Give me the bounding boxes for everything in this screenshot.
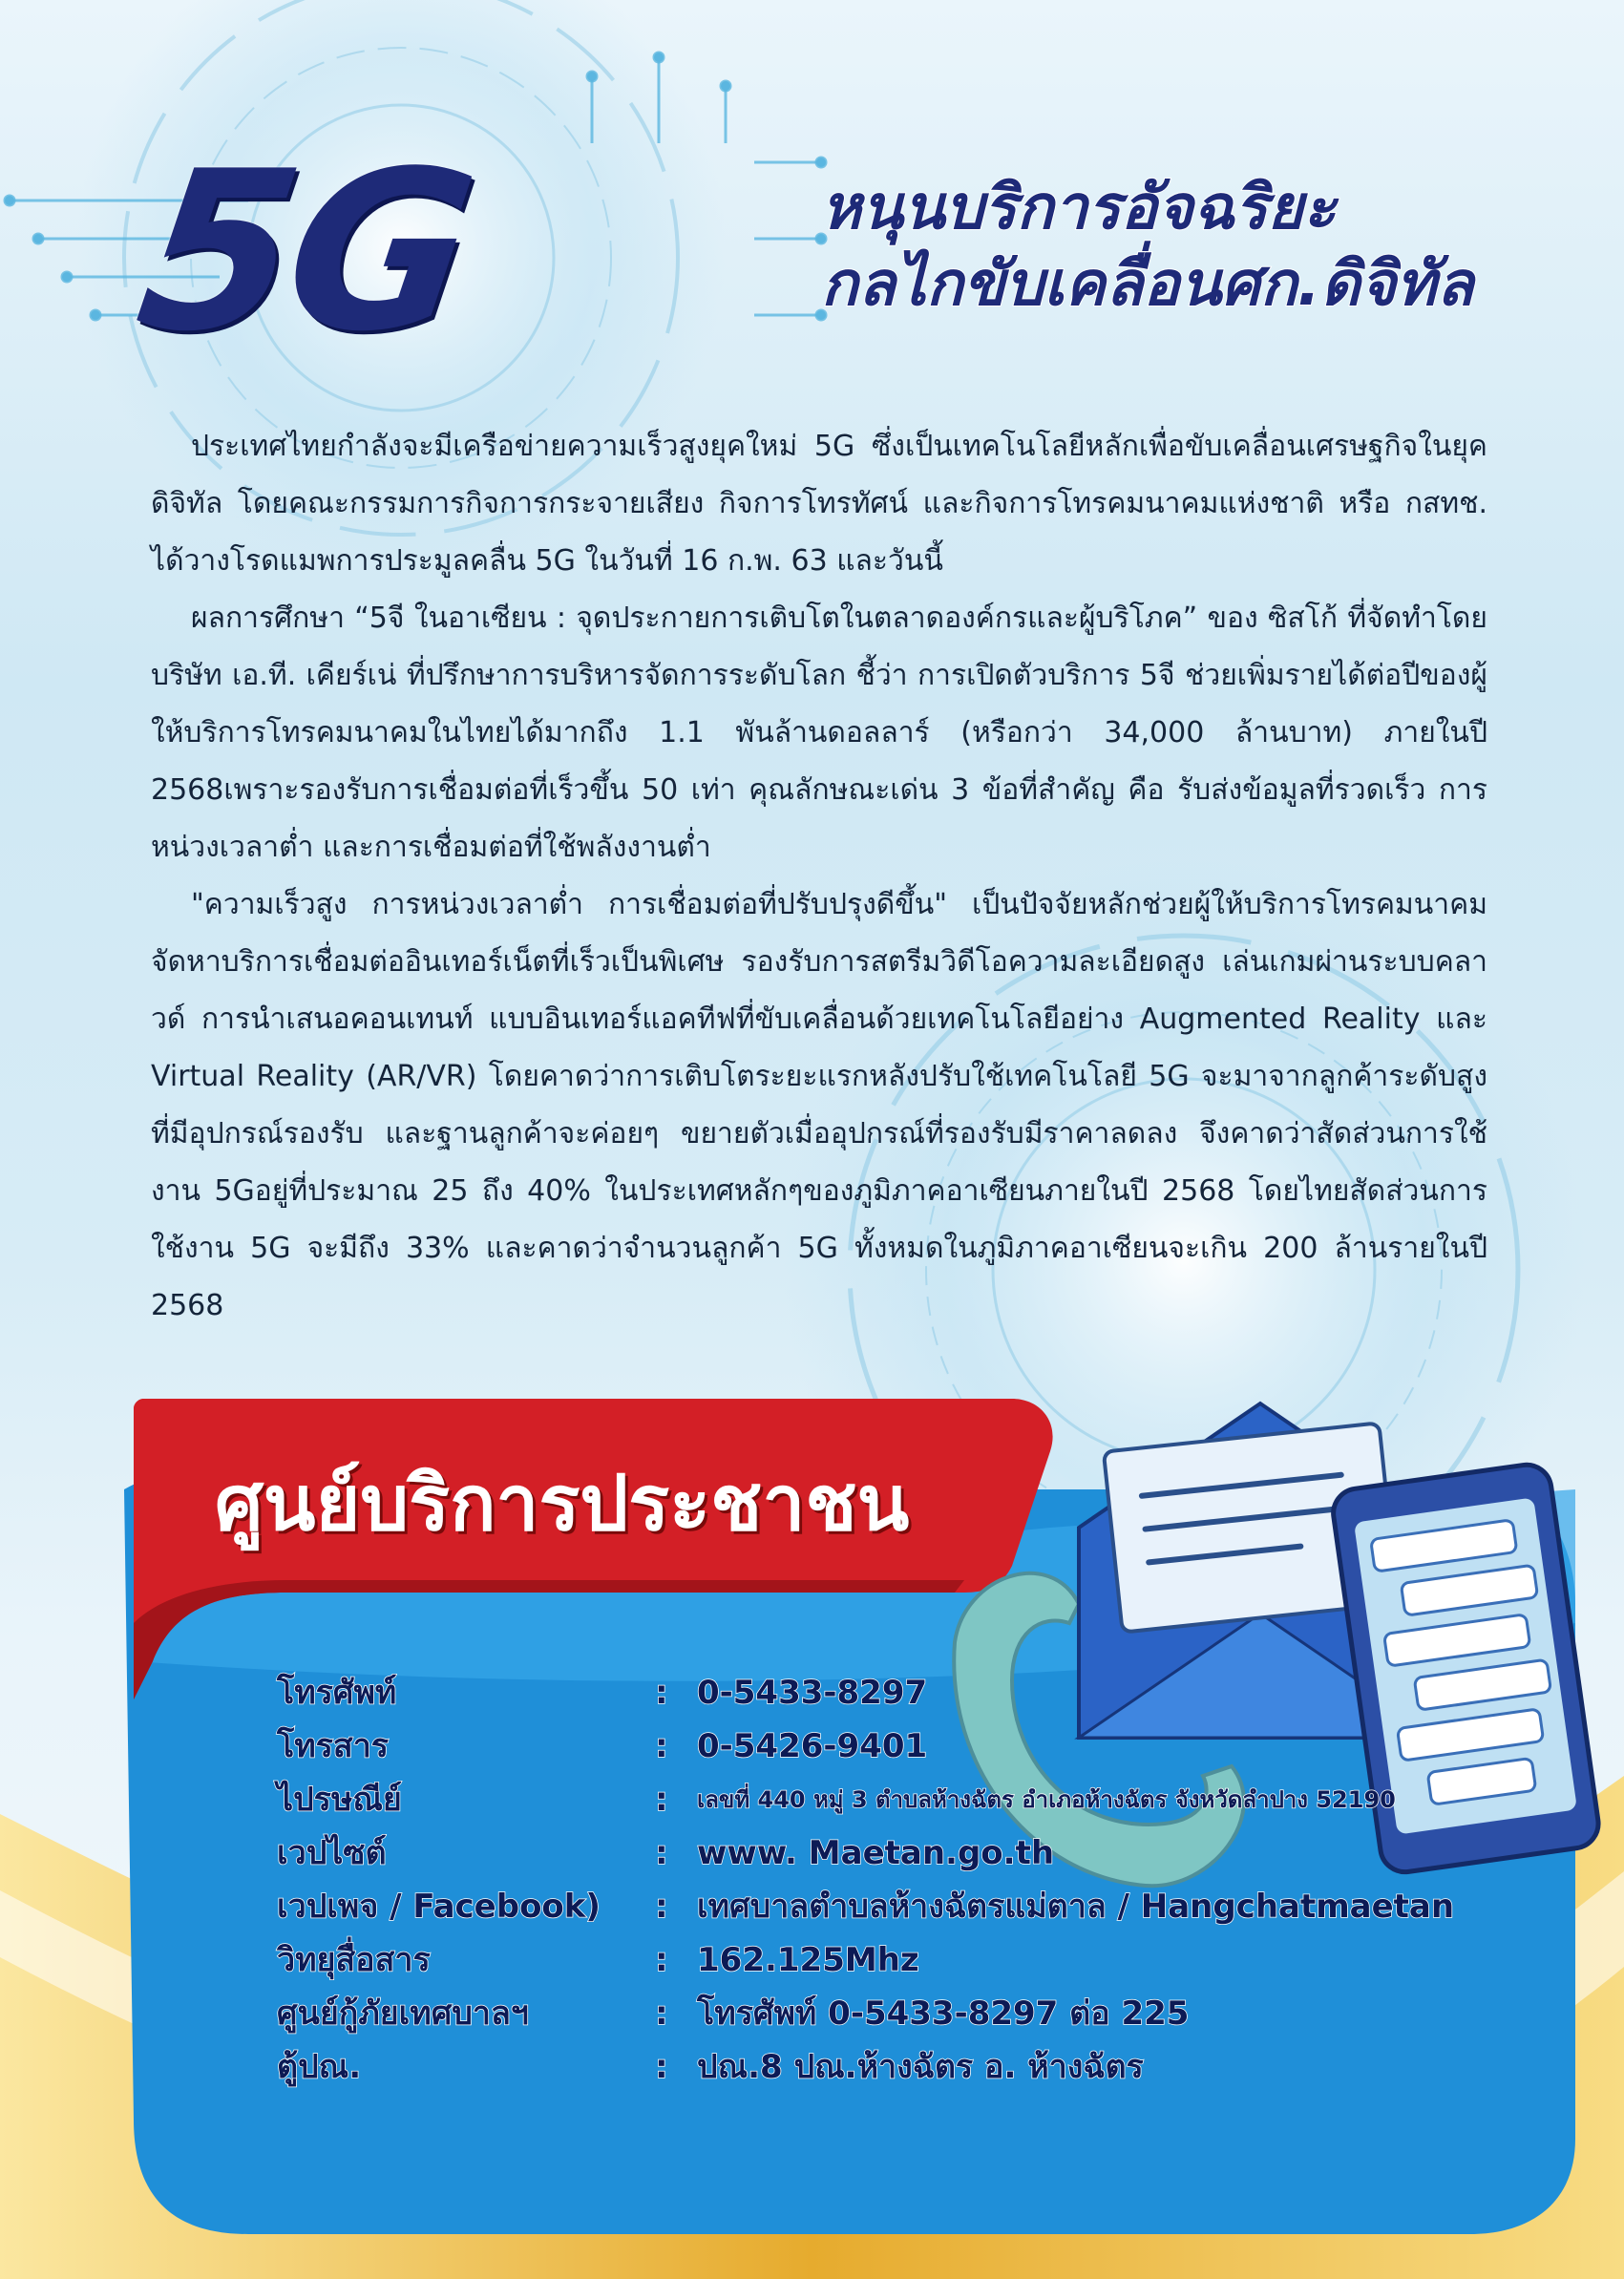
service-center-title: ศูนย์บริการประชาชน bbox=[215, 1459, 910, 1548]
contact-row-post bbox=[277, 1773, 1518, 1826]
contact-value: ปณ.8 ปณ.ห้างฉัตร อ. ห้างฉัตร bbox=[697, 2048, 1144, 2086]
contact-row-fax bbox=[277, 1720, 1518, 1773]
contact-row-radio bbox=[277, 1933, 1518, 1987]
contact-colon: : bbox=[655, 2048, 668, 2086]
contact-value: โทรศัพท์ 0-5433-8297 ต่อ 225 bbox=[697, 1994, 1190, 2033]
contact-colon: : bbox=[655, 1727, 668, 1765]
contact-colon: : bbox=[655, 1941, 668, 1979]
contact-label: ตู้ปณ. bbox=[277, 2048, 362, 2086]
contact-label: เวปเพจ / Facebook) bbox=[277, 1888, 601, 1926]
contact-row-website bbox=[277, 1826, 1518, 1880]
contact-label: โทรสาร bbox=[277, 1727, 390, 1765]
contact-value: เลขที่ 440 หมู่ 3 ตำบลห้างฉัตร อำเภอห้างฉัตร จังหวัดลำปาง 52190 bbox=[697, 1786, 1396, 1813]
contact-colon: : bbox=[655, 1994, 668, 2033]
contact-label: ศูนย์กู้ภัยเทศบาลฯ bbox=[277, 1994, 529, 2033]
contact-colon: : bbox=[655, 1834, 668, 1872]
contact-row-pobox bbox=[277, 2040, 1518, 2094]
contact-colon: : bbox=[655, 1781, 668, 1819]
contact-value: 0-5433-8297 bbox=[697, 1674, 928, 1712]
contact-value: 162.125Mhz bbox=[697, 1941, 919, 1979]
contact-label: โทรศัพท์ bbox=[277, 1674, 397, 1712]
article-paragraph-3: "ความเร็วสูง การหน่วงเวลาต่ำ การเชื่อมต่อที่ปรับปรุงดีขึ้น" เป็นปัจจัยหลักช่วยผู้ให้บริการโทรคมนาคมจัดหาบริการเชื่อมต่ออินเทอร์เน็ตที่เร็วเป็นพิเศษ รองรับการสตรีมวิดีโอความละเอียดสูง เล่นเกมผ่านระบบคลาวด์ การนำเสนอคอนเทนท์ แบบอินเทอร์แอคทีฟที่ขับเคลื่อนด้วยเทคโนโลยีอย่าง Augmented Reality และ Virtual Reality (AR/VR) โดยคาดว่าการเติบโตระยะแรกหลังปรับใช้เทคโนโลยี 5G จะมาจากลูกค้าระดับสูงที่มีอุปกรณ์รองรับ และฐานลูกค้าจะค่อยๆ ขยายตัวเมื่ออุปกรณ์ที่รองรับมีราคาลดลง จึงคาดว่าสัดส่วนการใช้งาน 5Gอยู่ที่ประมาณ 25 ถึง 40% ในประเทศหลักๆของภูมิภาคอาเซียนภายในปี 2568 โดยไทยสัดส่วนการใช้งาน 5G จะมีถึง 33% และคาดว่าจำนวนลูกค้า 5G ทั้งหมดในภูมิภาคอาเซียนจะเกิน 200 ล้านรายในปี 2568 bbox=[151, 888, 1487, 1322]
contact-value: เทศบาลตำบลห้างฉัตรแม่ตาล / Hangchatmaetan bbox=[697, 1888, 1455, 1926]
article-body bbox=[151, 418, 1487, 1335]
slogan-line-1: หนุนบริการอัจฉริยะ bbox=[821, 173, 1337, 243]
contact-colon: : bbox=[655, 1674, 668, 1712]
contact-row-phone bbox=[277, 1666, 1518, 1720]
contact-row-rescue bbox=[277, 1987, 1518, 2040]
contact-row-facebook bbox=[277, 1880, 1518, 1933]
masthead bbox=[0, 115, 1624, 380]
article-paragraph-2: ผลการศึกษา “5จี ในอาเซียน : จุดประกายการเติบโตในตลาดองค์กรและผู้บริโภค” ของ ซิสโก้ ที่จัดทำโดย บริษัท เอ.ที. เคียร์เน่ ที่ปรึกษาการบริหารจัดการระดับโลก ชี้ว่า การเปิดตัวบริการ 5จี ช่วยเพิ่มรายได้ต่อปีของผู้ให้บริการโทรคมนาคมในไทยได้มากถึง 1.1 พันล้านดอลลาร์ (หรือกว่า 34,000 ล้านบาท) ภายในปี 2568เพราะรองรับการเชื่อมต่อที่เร็วขึ้น 50 เท่า คุณลักษณะเด่น 3 ข้อที่สำคัญ คือ รับส่งข้อมูลที่รวดเร็ว การหน่วงเวลาต่ำ และการเชื่อมต่อที่ใช้พลังงานต่ำ bbox=[151, 601, 1487, 864]
contact-label: วิทยุสื่อสาร bbox=[277, 1941, 431, 1979]
article-paragraph-1: ประเทศไทยกำลังจะมีเครือข่ายความเร็วสูงยุคใหม่ 5G ซึ่งเป็นเทคโนโลยีหลักเพื่อขับเคลื่อนเศรษฐกิจในยุคดิจิทัล โดยคณะกรรมการกิจการกระจายเสียง กิจการโทรทัศน์ และกิจการโทรคมนาคมแห่งชาติ หรือ กสทช. ได้วางโรดแมพการประมูลคลื่น 5G ในวันที่ 16 ก.พ. 63 และวันนี้ bbox=[151, 430, 1487, 578]
contact-value: 0-5426-9401 bbox=[697, 1727, 928, 1765]
contact-label: ไปรษณีย์ bbox=[277, 1781, 402, 1819]
contact-label: เวปไซต์ bbox=[277, 1834, 387, 1872]
contact-colon: : bbox=[655, 1888, 668, 1926]
contact-value: www. Maetan.go.th bbox=[697, 1834, 1055, 1872]
logo-5g: 5G bbox=[125, 125, 483, 380]
contact-list bbox=[277, 1666, 1518, 2094]
slogan-line-2: กลไกขับเคลื่อนศก.ดิจิทัล bbox=[821, 249, 1474, 320]
